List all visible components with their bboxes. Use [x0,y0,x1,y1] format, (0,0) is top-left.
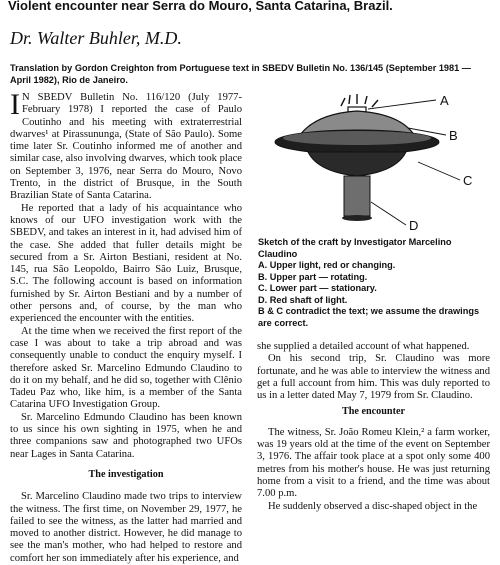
article-title: Violent encounter near Serra do Mouro, Santa Catarina, Brazil. [8,0,393,13]
paragraph: Sr. Marcelino Edmundo Claudino has been known to us since his own sighting in 1975, when he and three companions saw and photographed two UFOs near Lages in Santa Catarina. [10,411,242,460]
caption-item: A. Upper light, red or changing. [258,260,396,270]
drop-cap: I [10,88,20,121]
rim-highlight [283,131,431,145]
label-d: D [409,218,419,233]
caption-item: B & C contradict the text; we assume the drawings are correct. [258,306,480,328]
paragraph: He suddenly observed a disc-shaped object in the [268,500,478,512]
author-name: Dr. Walter Buhler, M.D. [10,28,182,48]
paragraph: The witness, Sr. João Romeu Klein,² a farm worker, was 19 years old at the time of the event on September 3, 1976. The affair took place at a spot only some 400 metres from his mother's house. He was just returning home from a visit to a friend, and the time was about 7.00 p.m. [257,426,490,500]
figure-caption [258,237,490,329]
ufo-sketch [258,92,490,242]
paragraph: At the time when we received the first report of the case I was about to take a trip abroad and was consequently unable to conduct the enquiry myself. I therefore asked Sr. Marcelino Edmundo Claudino to do it on my behalf, and he did so, together with Clênio Tadeu Paz who, like him, is a member of the Santa Catarina UFO Investigation Group. [10,325,242,411]
paragraph-text: N SBEDV Bulletin No. 116/120 (July 1977-February 1978) I reported the case of Paulo Coutinho and his meeting with extraterrestrial dwarves¹ at Pirassununga, (State of São Paulo). Some time later Sr. Coutinho informed me of another and similar case, also involving dwarves, which took place on September 3, 1976, near Serra do Mouro, Novo Trento, in the district of Brusque, in the South Brazilian State of Santa Catarina. [10,92,242,202]
caption-item: C. Lower part — stationary. [258,283,377,293]
paragraph: He reported that a lady of his acquaintance who knows of our UFO investigation work with the SBEDV, and takes an interest in it, had advised him of the case. She added that fuller details might be secured from a Sr. Airton Bestiani, resident at No. 145, rua São Leopoldo, Bairro São Luiz, Brusque, S.C. The following account is based on information furnished by Sr. Airton Bestiani and by a number of other persons and, of course, by the man who experienced the encounter with the entities. [10,202,242,325]
label-a: A [440,93,449,108]
left-column [10,88,242,565]
light-shaft [344,176,370,216]
light-rays [341,94,378,107]
lower-part [308,152,406,176]
caption-item: B. Upper part — rotating. [258,271,368,282]
label-c: C [463,173,473,188]
translation-note: Translation by Gordon Creighton from Portuguese text in SBEDV Bulletin No. 136/145 (September 1981 — April 1982), Rio de Janeiro. [10,63,471,85]
ufo-sketch-drawing [258,92,490,242]
intro-paragraph [10,88,242,203]
caption-title: Sketch of the craft by Investigator Marcelino Claudino [258,237,452,259]
section-heading-investigation: The investigation [88,468,164,480]
paragraph: Sr. Marcelino Claudino made two trips to interview the witness. The first time, on November 29, 1977, he failed to see the witness, as the latter had married and moved to another district. However, he did manage to see the man's mother, who had helped to restore and comfort her son immediately after his experience, and [10,491,242,564]
figure-labels [409,93,472,233]
shaft-base [342,215,372,221]
label-b: B [449,128,458,143]
right-column [257,341,490,513]
paragraph: she supplied a detailed account of what happened. [257,341,470,352]
caption-item: D. Red shaft of light. [258,294,348,305]
paragraph: On his second trip, Sr. Claudino was more fortunate, and he was able to interview the witness and get a full account from him. This was duly reported to us in a letter dated May 7, 1979 from Sr. Claudino. [257,353,490,402]
section-heading-encounter: The encounter [341,406,406,418]
